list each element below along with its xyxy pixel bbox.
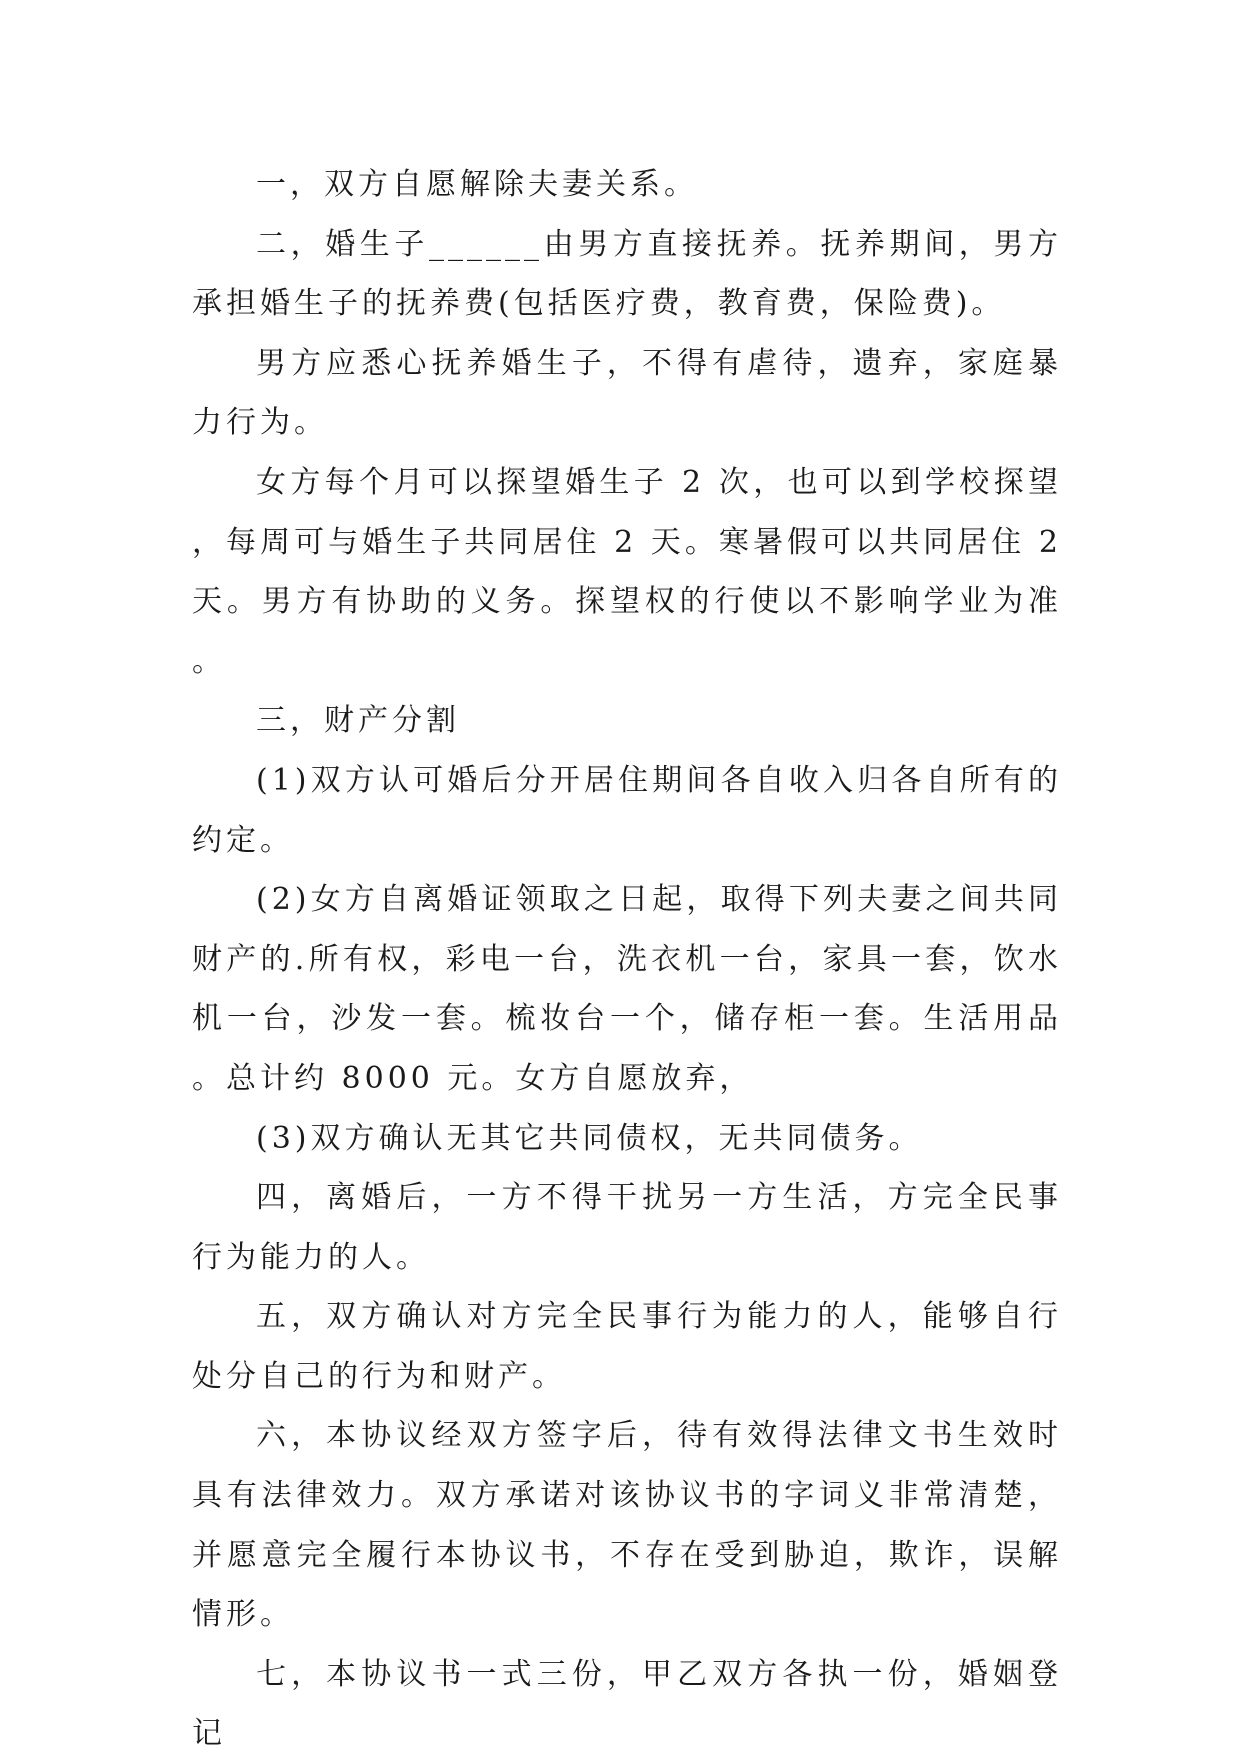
clause-paragraph: 七，本协议书一式三份，甲乙双方各执一份，婚姻登记 (192, 1656, 1062, 1752)
clause-paragraph: 二，婚生子______由男方直接抚养。抚养期间，男方承担婚生子的抚养费(包括医疗费，教育费，保险费)。 (192, 226, 1062, 322)
clause-paragraph: (3)双方确认无其它共同债权，无共同债务。 (256, 1120, 923, 1156)
clause-paragraph: 六，本协议经双方签字后，待有效得法律文书生效时具有法律效力。双方承诺对该协议书的字词义非常清楚，并愿意完全履行本协议书，不存在受到胁迫，欺诈，误解情形。 (192, 1418, 1062, 1633)
clause-paragraph: 一，双方自愿解除夫妻关系。 (256, 167, 698, 202)
clause-paragraph: (1)双方认可婚后分开居住期间各自收入归各自所有的约定。 (192, 762, 1062, 858)
clause-paragraph: (2)女方自离婚证领取之日起，取得下列夫妻之间共同财产的.所有权，彩电一台，洗衣机一台，家具一套，饮水机一台，沙发一套。梳妆台一个，储存柜一套。生活用品。总计约 8000 元。女方自愿放弃， (192, 882, 1062, 1096)
clause-paragraph: 五，双方确认对方完全民事行为能力的人，能够自行处分自己的行为和财产。 (192, 1299, 1062, 1394)
clause-paragraph: 女方每个月可以探望婚生子 2 次，也可以到学校探望，每周可与婚生子共同居住 2 天。寒暑假可以共同居住 2 天。男方有协助的义务。探望权的行使以不影响学业为准。 (192, 464, 1062, 679)
clause-paragraph: 三，财产分割 (256, 703, 460, 739)
document-body (192, 155, 1062, 1764)
clause-paragraph: 男方应悉心抚养婚生子，不得有虐待，遗弃，家庭暴力行为。 (192, 345, 1062, 441)
clause-paragraph: 四，离婚后，一方不得干扰另一方生活，方完全民事行为能力的人。 (192, 1180, 1062, 1275)
